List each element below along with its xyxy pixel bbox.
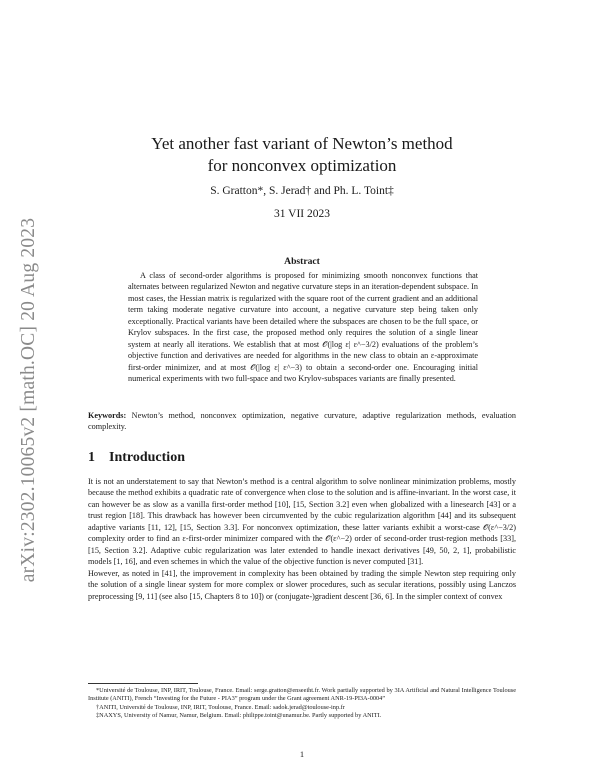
footnote-1: *Université de Toulouse, INP, IRIT, Toulouse, France. Email: serge.gratton@enseeiht.fr. Work partially supported by 3IA Artificial and Natural Intelligence Toulouse Institute (ANITI), French “Investing for the Future - PIA3” program under the Grant agreement ANR-19-PI3A-0004” (88, 687, 516, 703)
abstract-text: A class of second-order algorithms is proposed for minimizing smooth nonconvex functions that alternates between regularized Newton and negative curvature steps in an iteration-dependent subspace. In most cases, the Hessian matrix is regularized with the square root of the current gradient and an additional term taking moderate negative curvature into account, a negative curvature step being taken only exceptionally. Practical variants have been detailed where the subspaces are chosen to be the full space, or Krylov subspaces. In the first case, the proposed method only requires the solution of a single linear system at nearly all iterations. We establish that at most 𝒪(|log ε| ε^−3/2) evaluations of the problem’s objective function and derivatives are needed for algorithms in the new class to obtain an ε-approximate first-order minimizer, and at most 𝒪(|log ε| ε^−3) to obtain a second-order one. Encouraging initial numerical experiments with two full-space and two Krylov-subspaces variants are finally presented. (128, 271, 478, 384)
arxiv-identifier (12, 170, 46, 630)
intro-paragraph-2: However, as noted in [41], the improvement in complexity has been obtained by trading the simple Newton step requiring only the solution of a single linear system for more complex or slower procedures, such as secular iterations, possibly using Lanczos preprocessing [9, 11] (see also [15, Chapters 8 to 10]) or (conjugate-)gradient descent [36, 6]. In the simpler context of convex (88, 568, 516, 601)
title-line-2: for nonconvex optimization (207, 156, 397, 175)
footnote-3: ‡NAXYS, University of Namur, Namur, Belgium. Email: philippe.toint@unamur.be. Partly supported by ANITI. (96, 712, 382, 720)
section-number: 1 (88, 450, 95, 465)
arxiv-identifier-text: arXiv:2302.10065v2 [math.OC] 20 Aug 2023 (18, 217, 39, 583)
section-title: Introduction (109, 450, 185, 465)
abstract-heading: Abstract (284, 256, 320, 267)
title-line-1: Yet another fast variant of Newton’s method (151, 134, 453, 153)
intro-paragraph-1: It is not an understatement to say that Newton’s method is a central algorithm to solve nonlinear minimization problems, mostly because the method exhibits a quadratic rate of convergence when close to the solution and is affine-invariant. In the worst case, it can however be as slow as a vanilla first-order method [10], [15, Section 3.2] even when globalized with a linesearch [43] or a trust region [18]. This drawback has however been circumvented by the cubic regularization algorithm [44] and its subsequent adaptive variants [11, 12], [15, Section 3.3]. For nonconvex optimization, these latter variants exhibit a worst-case 𝒪(ε^−3/2) complexity order to find an ε-first-order minimizer compared with the 𝒪(ε^−2) order of second-order trust-region methods [33], [15, Section 3.2]. Adaptive cubic regularization was later extended to handle inexact derivatives [49, 50, 2, 1], probabilistic models [1, 16], and even schemes in which the value of the objective function is never computed [31]. (88, 477, 516, 567)
footnotes (88, 687, 516, 720)
footnote-2: †ANITI, Université de Toulouse, INP, IRIT, Toulouse, France. Email: sadok.jerad@toulouse-inp.fr (96, 703, 345, 711)
author-list: S. Gratton*, S. Jerad† and Ph. L. Toint‡ (210, 185, 394, 197)
keywords (88, 410, 516, 433)
section-heading (88, 450, 185, 466)
footnote-rule (88, 683, 198, 684)
page-number: 1 (299, 749, 305, 759)
keywords-label: Keywords: (88, 411, 127, 420)
introduction-body (88, 476, 516, 602)
keywords-text: Newton’s method, nonconvex optimization, negative curvature, adaptive regularization methods, evaluation complexity. (88, 411, 516, 432)
paper-title (88, 133, 516, 177)
paper-date: 31 VII 2023 (273, 208, 330, 220)
